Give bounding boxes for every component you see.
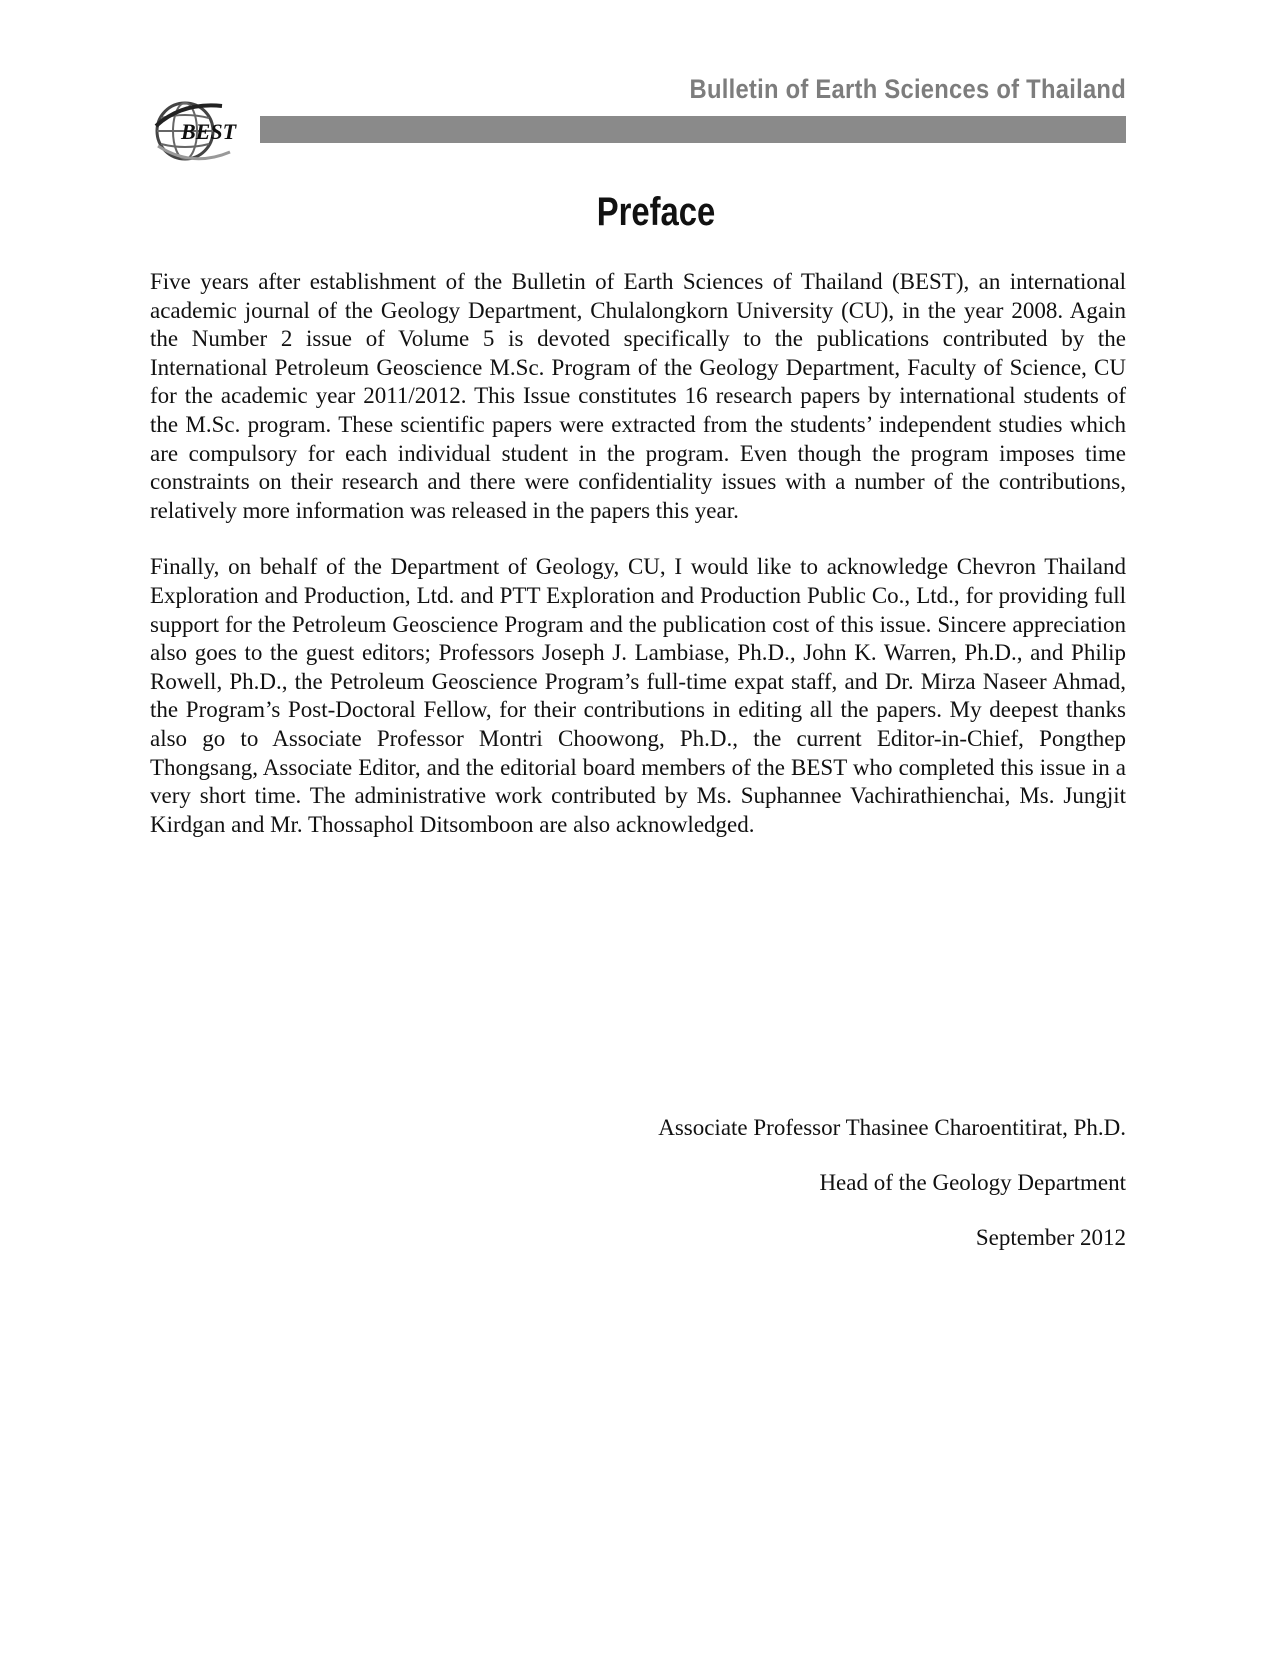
preface-body: [150, 268, 1126, 867]
journal-title: Bulletin of Earth Sciences of Thailand: [689, 74, 1126, 104]
signature-date: September 2012: [975, 1225, 1126, 1250]
signature-name: Associate Professor Thasinee Charoentitirat, Ph.D.: [658, 1115, 1126, 1140]
best-logo: [152, 96, 256, 166]
header-bar: [260, 116, 1126, 143]
paragraph-1: Five years after establishment of the Bulletin of Earth Sciences of Thailand (BEST), an international academic journal of the Geology Department, Chulalongkorn University (CU), in the year 2008. Again the Number 2 issue of Volume 5 is devoted specifically to the publications contributed by the International Petroleum Geoscience M.Sc. Program of the Geology Department, Faculty of Science, CU for the academic year 2011/2012. This Issue constitutes 16 research papers by international students of the M.Sc. program. These scientific papers were extracted from the students’ independent studies which are compulsory for each individual student in the program. Even though the program imposes time constraints on their research and there were confidentiality issues with a number of the contributions, relatively more information was released in the papers this year.: [150, 269, 1126, 523]
globe-logo-icon: [152, 96, 256, 166]
signature-position: Head of the Geology Department: [819, 1170, 1126, 1195]
paragraph-2: Finally, on behalf of the Department of Geology, CU, I would like to acknowledge Chevron Thailand Exploration and Production, Ltd. and PTT Exploration and Production Public Co., Ltd., for providing full support for the Petroleum Geoscience Program and the publication cost of this issue. Sincere appreciation also goes to the guest editors; Professors Joseph J. Lambiase, Ph.D., John K. Warren, Ph.D., and Philip Rowell, Ph.D., the Petroleum Geoscience Program’s full-time expat staff, and Dr. Mirza Naseer Ahmad, the Program’s Post-Doctoral Fellow, for their contributions in editing all the papers. My deepest thanks also go to Associate Professor Montri Choowong, Ph.D., the current Editor-in-Chief, Pongthep Thongsang, Associate Editor, and the editorial board members of the BEST who completed this issue in a very short time. The administrative work contributed by Ms. Suphannee Vachirathienchai, Ms. Jungjit Kirdgan and Mr. Thossaphol Ditsomboon are also acknowledged.: [150, 554, 1126, 837]
logo-text: BEST: [181, 119, 237, 144]
page-title: Preface: [596, 190, 716, 234]
signature-block: [658, 1114, 1126, 1279]
